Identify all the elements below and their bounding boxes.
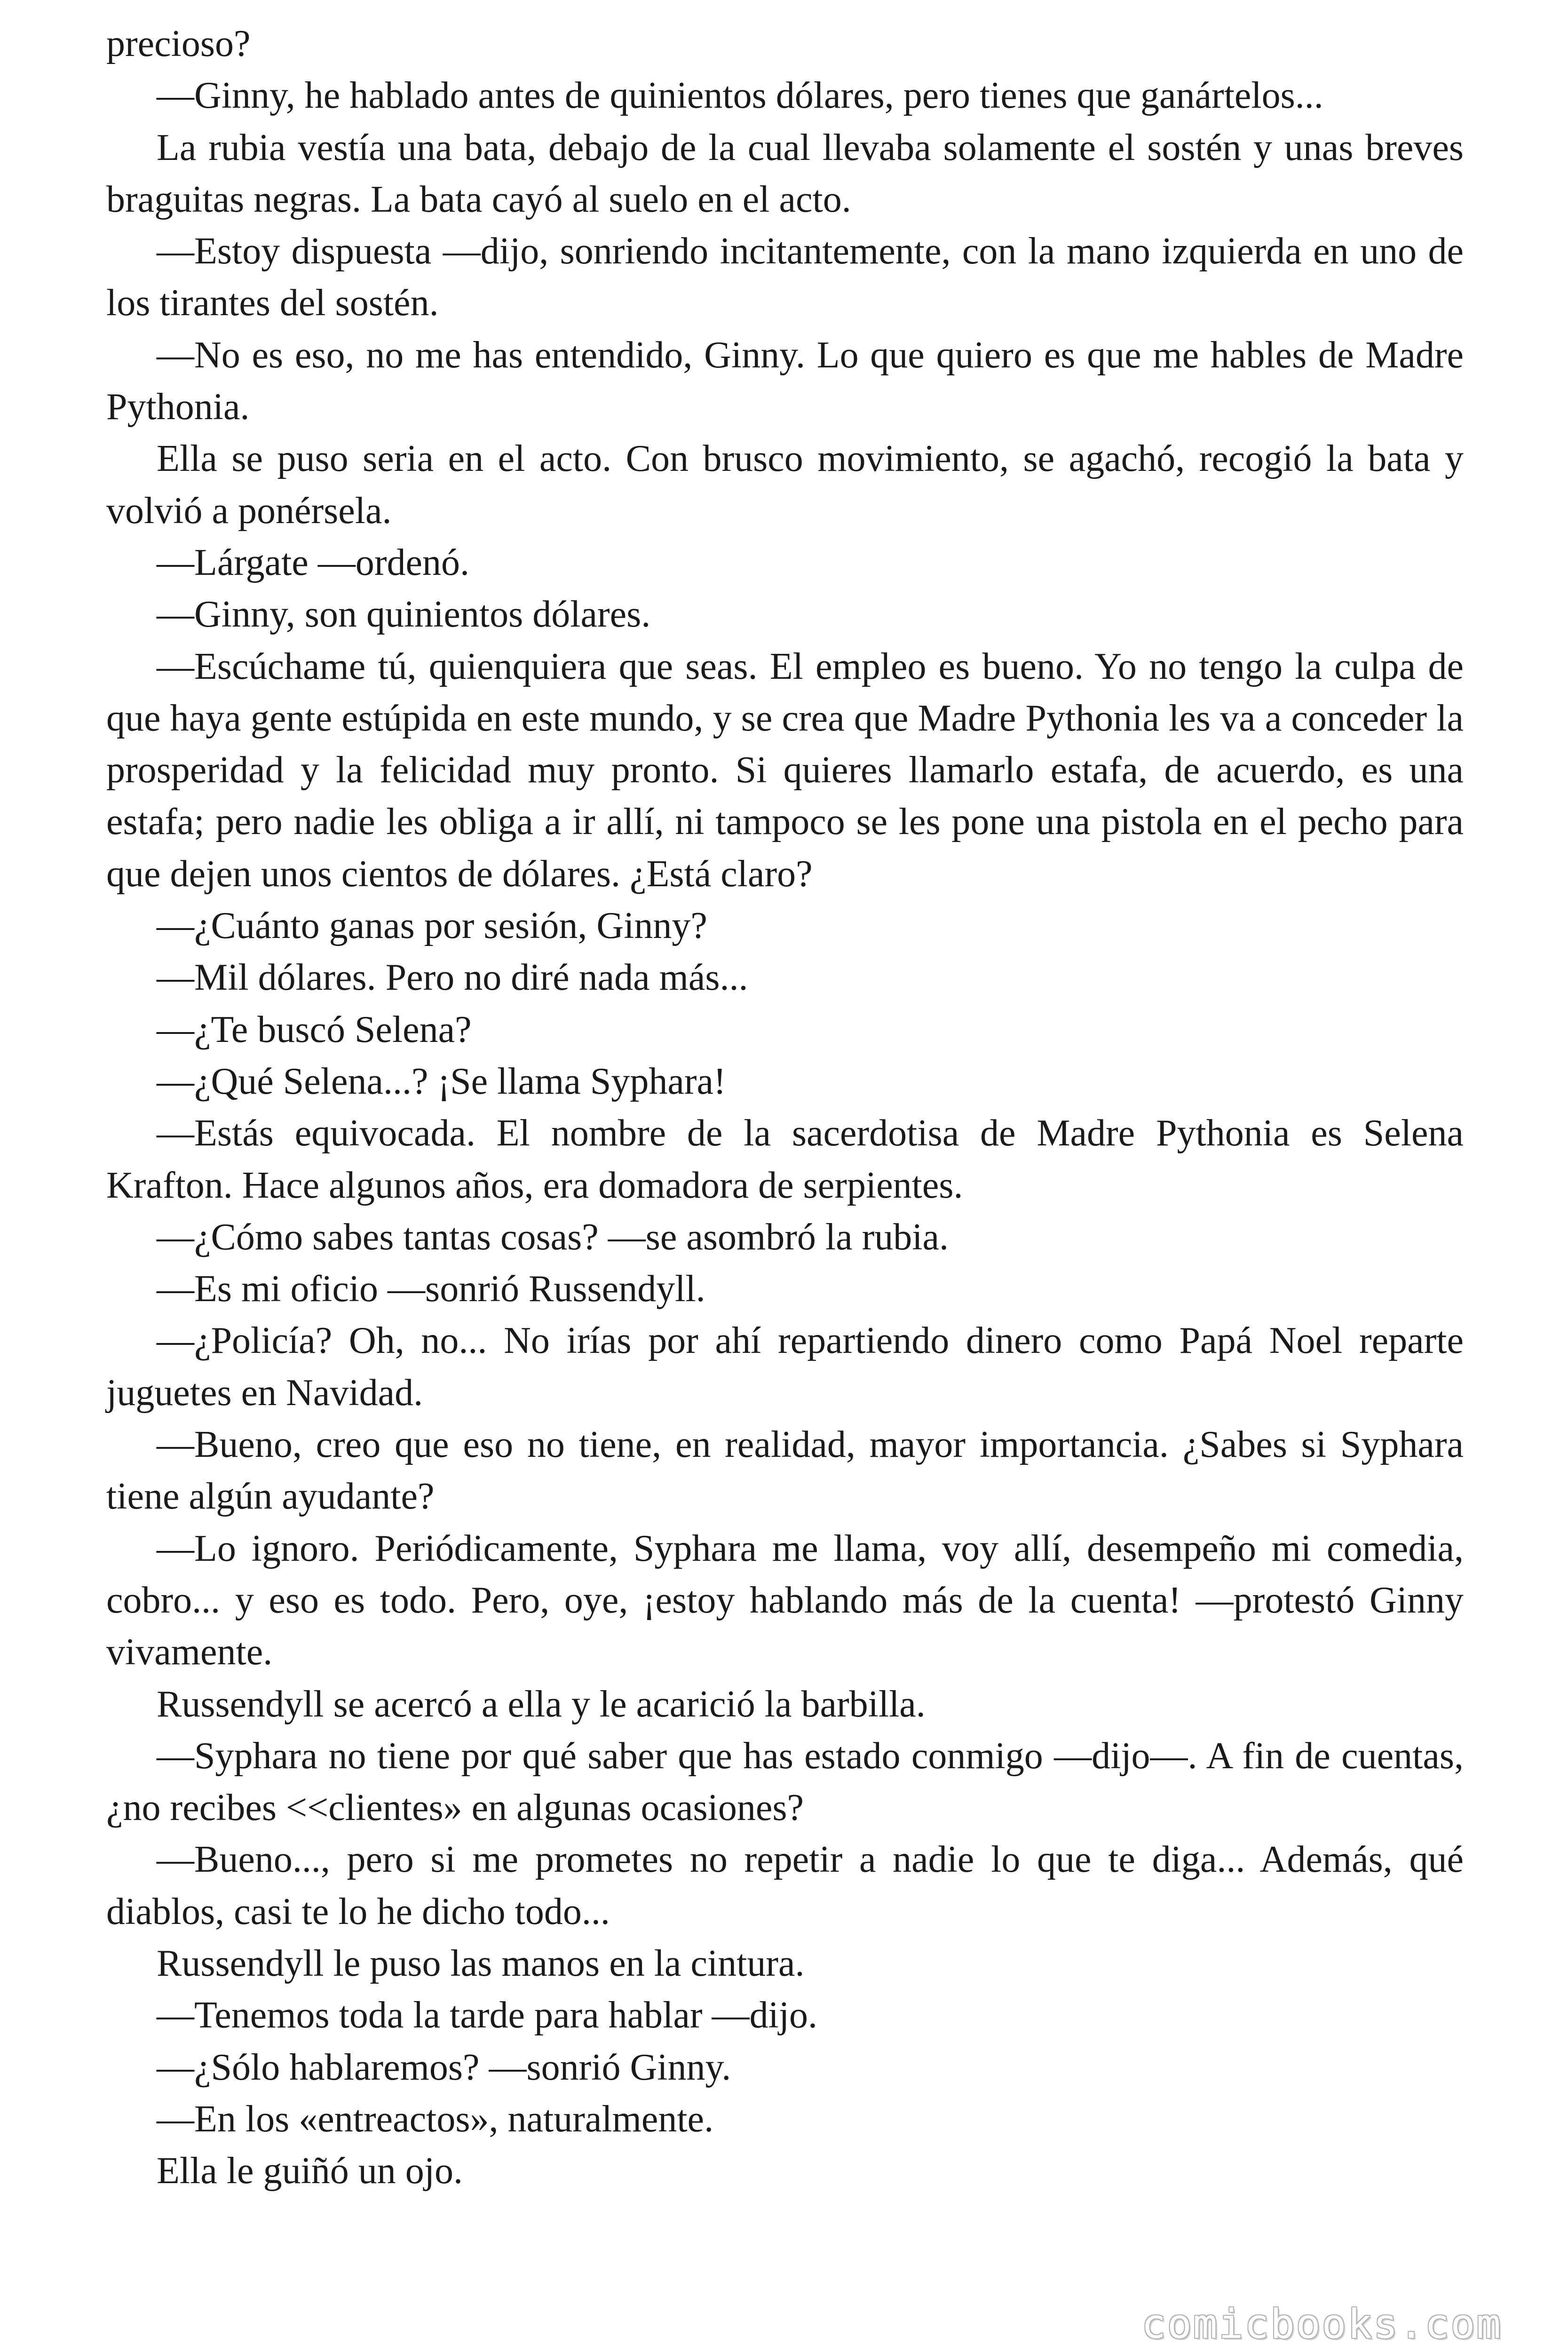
paragraph: —Ginny, he hablado antes de quinientos dólares, pero tienes que ganártelos...: [157, 75, 1323, 117]
paragraph: —Escúchame tú, quienquiera que seas. El empleo es bueno. Yo no tengo la culpa de que haya gente estúpida en este mundo, y se crea que Madre Pythonia les va a conceder la prosperidad y la felicidad muy pronto. Si quieres llamarlo estafa, de acuerdo, es una estafa; pero nadie les obliga a ir allí, ni tampoco se les pone una pistola en el pecho para que dejen unos cientos de dólares. ¿Está claro?: [106, 645, 1464, 895]
paragraph: —Lárgate —ordenó.: [157, 541, 469, 583]
paragraph: —¿Cómo sabes tantas cosas? —se asombró la rubia.: [157, 1216, 949, 1258]
paragraph: —En los «entreactos», naturalmente.: [157, 2098, 714, 2140]
paragraph: —Ginny, son quinientos dólares.: [157, 594, 651, 636]
paragraph: La rubia vestía una bata, debajo de la cual llevaba solamente el sostén y unas breves braguitas negras. La bata cayó al suelo en el acto.: [106, 127, 1464, 220]
paragraph: —Bueno..., pero si me prometes no repetir a nadie lo que te diga... Además, qué diablos, casi te lo he dicho todo...: [106, 1839, 1464, 1932]
paragraph: precioso?: [106, 23, 251, 64]
paragraph: —¿Sólo hablaremos? —sonrió Ginny.: [157, 2046, 731, 2088]
paragraph: —¿Te buscó Selena?: [157, 1009, 472, 1050]
watermark-logo: comicbooks.com: [1141, 2301, 1502, 2348]
paragraph: Russendyll le puso las manos en la cintura.: [157, 1942, 805, 1984]
paragraph: —Estás equivocada. El nombre de la sacerdotisa de Madre Pythonia es Selena Krafton. Hace algunos años, era domadora de serpientes.: [106, 1112, 1464, 1206]
paragraph: —Bueno, creo que eso no tiene, en realidad, mayor importancia. ¿Sabes si Syphara tiene algún ayudante?: [106, 1424, 1464, 1518]
paragraph: —¿Cuánto ganas por sesión, Ginny?: [157, 905, 707, 947]
paragraph: —Tenemos toda la tarde para hablar —dijo.: [157, 1994, 817, 2036]
paragraph: —Mil dólares. Pero no diré nada más...: [157, 957, 748, 999]
body-text: [106, 18, 1464, 2197]
paragraph: Ella le guiñó un ojo.: [157, 2150, 463, 2192]
paragraph: —Es mi oficio —sonrió Russendyll.: [157, 1268, 705, 1310]
paragraph: Russendyll se acercó a ella y le acarició la barbilla.: [157, 1683, 926, 1725]
paragraph: —No es eso, no me has entendido, Ginny. Lo que quiero es que me hables de Madre Pythonia.: [106, 334, 1464, 428]
paragraph: —¿Policía? Oh, no... No irías por ahí repartiendo dinero como Papá Noel reparte juguetes en Navidad.: [106, 1320, 1464, 1414]
paragraph: —Syphara no tiene por qué saber que has estado conmigo —dijo—. A fin de cuentas, ¿no recibes <<clientes» en algunas ocasiones?: [106, 1735, 1464, 1829]
paragraph: —¿Qué Selena...? ¡Se llama Syphara!: [157, 1060, 726, 1102]
paragraph: Ella se puso seria en el acto. Con brusco movimiento, se agachó, recogió la bata y volvió a ponérsela.: [106, 438, 1464, 532]
paragraph: —Lo ignoro. Periódicamente, Syphara me llama, voy allí, desempeño mi comedia, cobro... y eso es todo. Pero, oye, ¡estoy hablando más de la cuenta! —protestó Ginny vivamente.: [106, 1527, 1464, 1673]
paragraph: —Estoy dispuesta —dijo, sonriendo incitantemente, con la mano izquierda en uno de los tirantes del sostén.: [106, 230, 1464, 324]
